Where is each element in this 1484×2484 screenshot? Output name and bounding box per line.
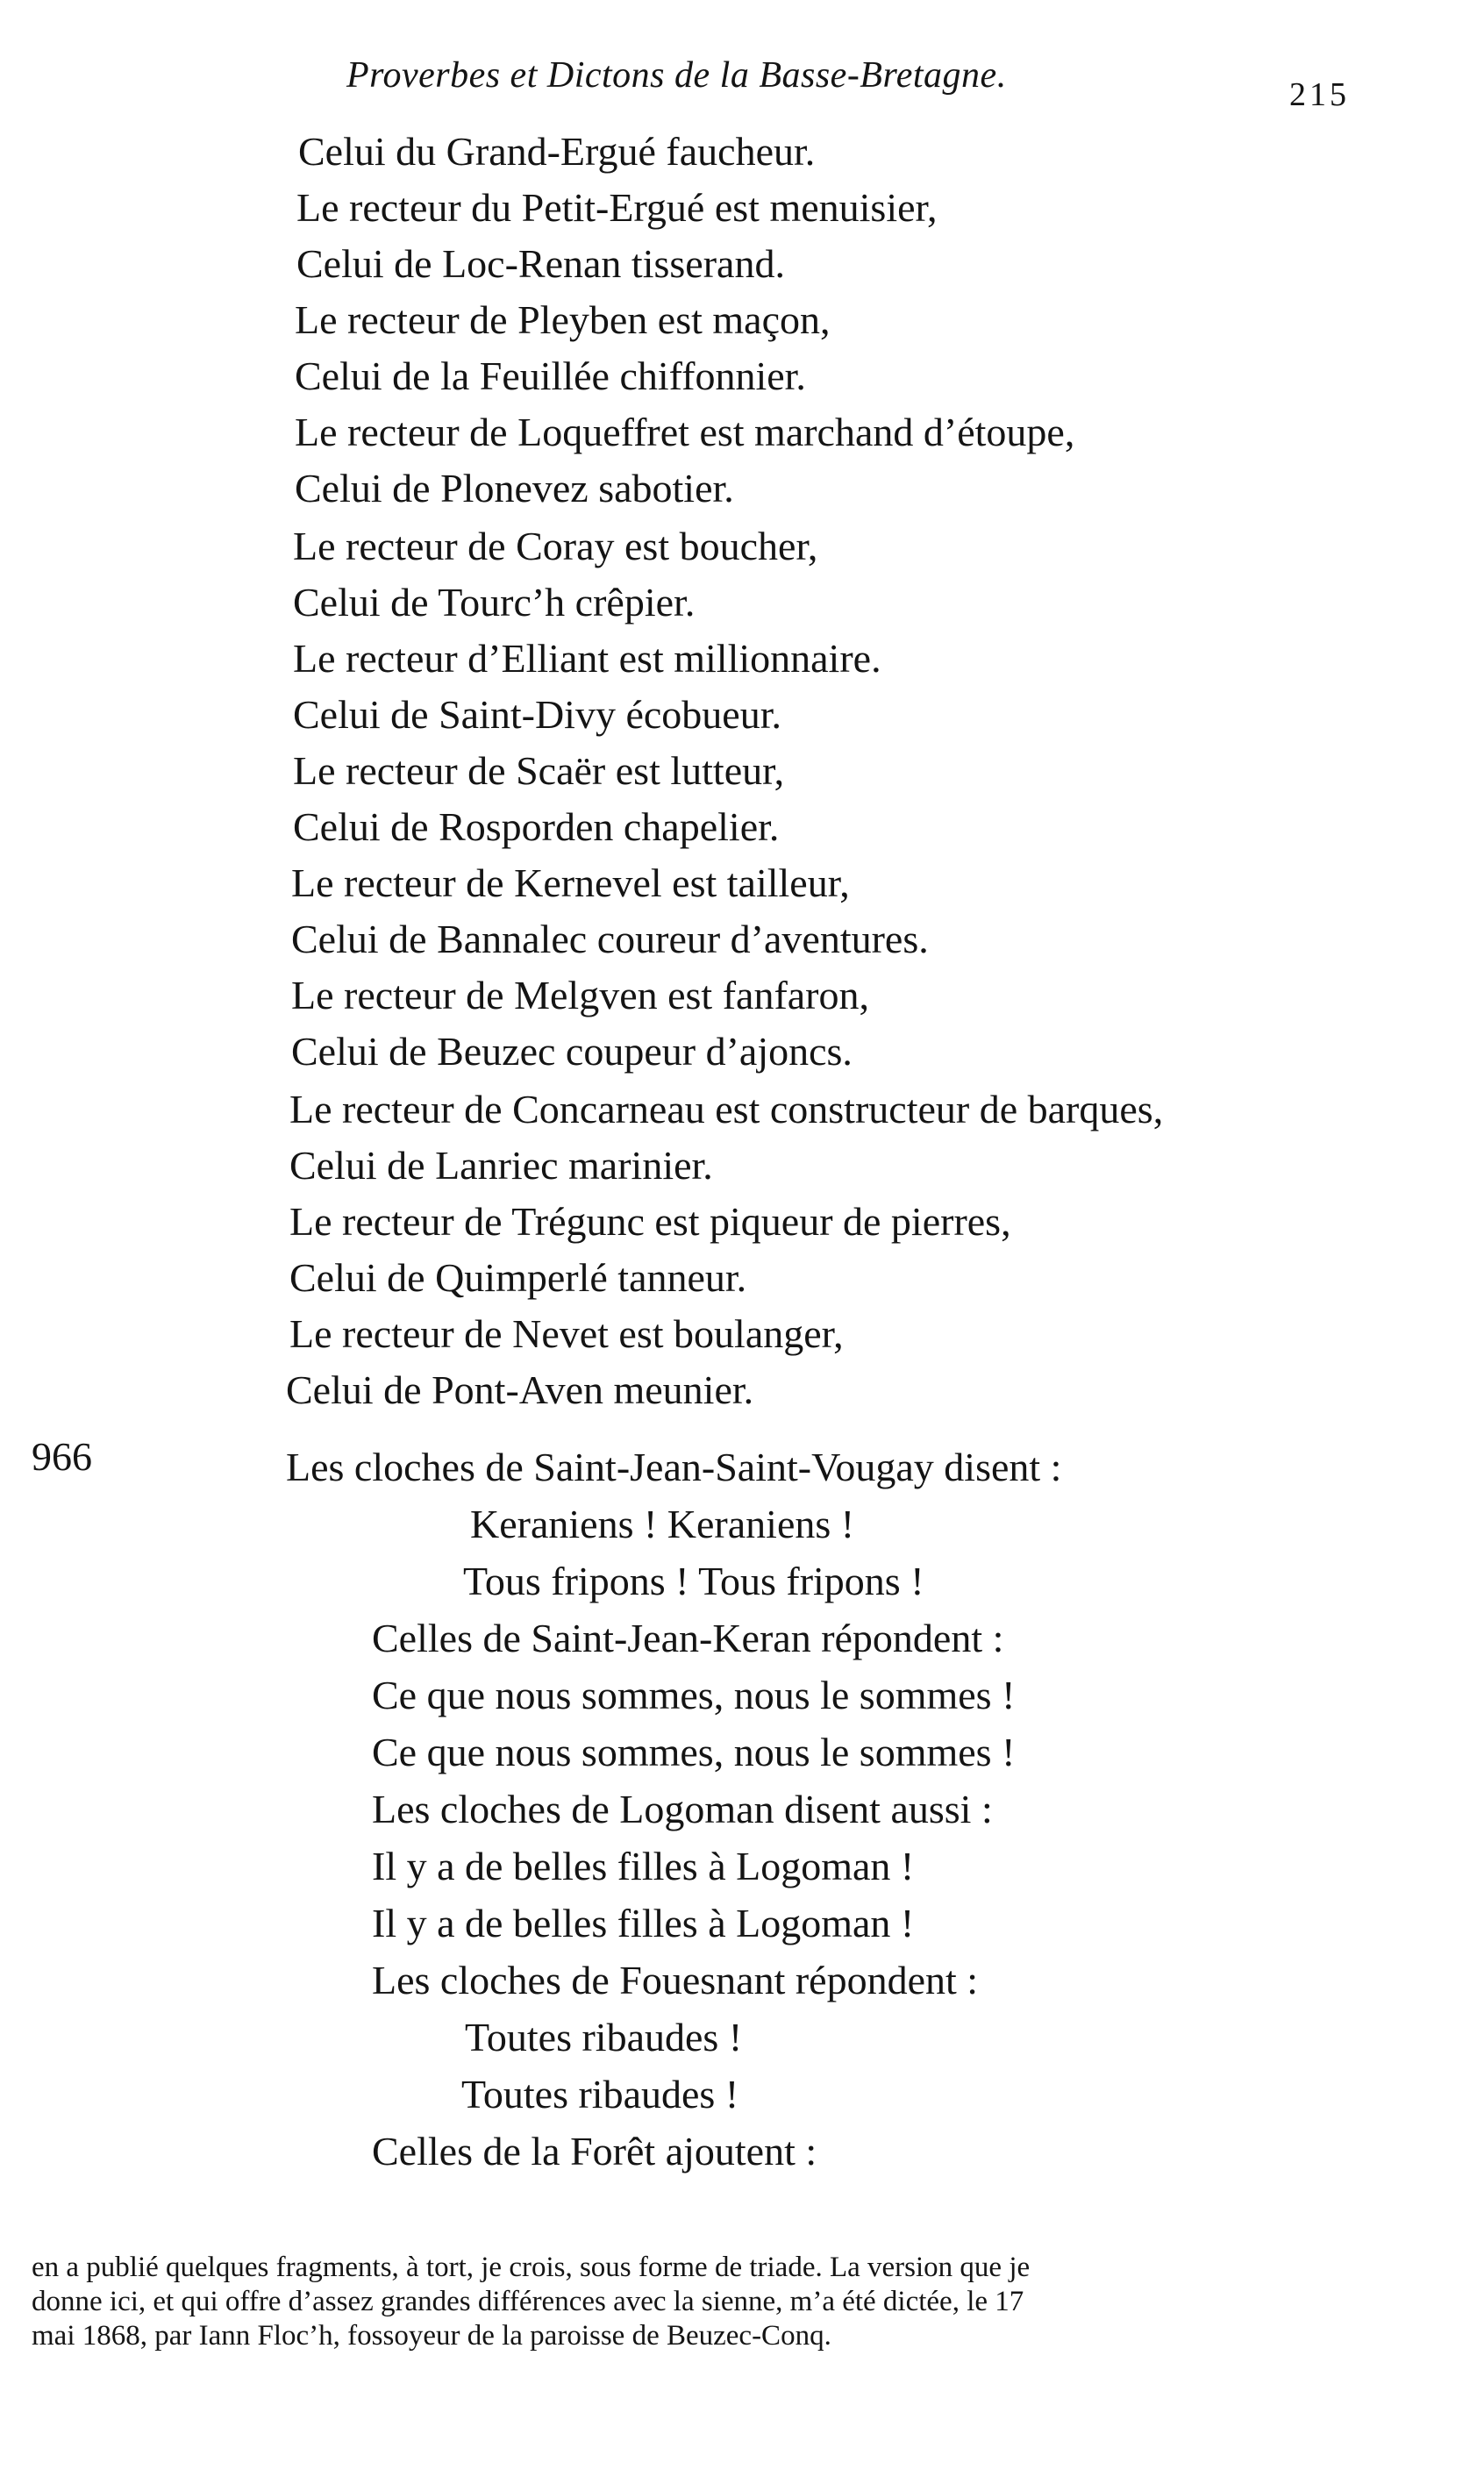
verse-line: Celui de Loc-Renan tisserand. <box>296 241 785 286</box>
verse-line: Le recteur de Scaër est lutteur, <box>293 748 785 793</box>
entry-line: Ce que nous sommes, nous le sommes ! <box>372 1673 1016 1717</box>
verse-line: Celui du Grand-Ergué faucheur. <box>298 129 816 174</box>
verse-line: Celui de Bannalec coureur d’aventures. <box>291 917 929 961</box>
verse-line: Le recteur de Loqueffret est marchand d’étoupe, <box>295 410 1075 454</box>
footnote-line: mai 1868, par Iann Floc’h, fossoyeur de la paroisse de Beuzec-Conq. <box>32 2319 831 2352</box>
verse-line: Le recteur de Coray est boucher, <box>293 524 818 568</box>
entry-line: Toutes ribaudes ! <box>461 2072 739 2116</box>
entry-line: Celles de Saint-Jean-Keran répondent : <box>372 1616 1004 1660</box>
verse-line: Celui de Beuzec coupeur d’ajoncs. <box>291 1029 853 1074</box>
footnote-line: en a publié quelques fragments, à tort, je crois, sous forme de triade. La version que je <box>32 2252 1031 2283</box>
footnote <box>32 2251 1347 2353</box>
verse-line: Celui de Pont-Aven meunier. <box>286 1367 754 1412</box>
entry-number: 966 <box>32 1434 92 1479</box>
page-number: 215 <box>1289 76 1350 113</box>
verse-line: Celui de la Feuillée chiffonnier. <box>295 353 806 398</box>
verse-line: Celui de Tourc’h crêpier. <box>293 580 696 625</box>
entry-line: Les cloches de Fouesnant répondent : <box>372 1958 979 2002</box>
verse-line: Celui de Lanriec marinier. <box>289 1143 713 1188</box>
verse-line: Le recteur du Petit-Ergué est menuisier, <box>296 185 938 230</box>
entry-line: Ce que nous sommes, nous le sommes ! <box>372 1730 1016 1774</box>
verse-line: Le recteur de Trégunc est piqueur de pierres, <box>289 1199 1011 1244</box>
entry-line: Il y a de belles filles à Logoman ! <box>372 1901 915 1945</box>
entry-line: Les cloches de Logoman disent aussi : <box>372 1787 993 1831</box>
verse-line: Le recteur de Concarneau est constructeur de barques, <box>289 1087 1164 1131</box>
entry-line: Tous fripons ! Tous fripons ! <box>463 1559 924 1603</box>
entry-line: Celles de la Forêt ajoutent : <box>372 2129 817 2174</box>
verse-line: Le recteur de Pleyben est maçon, <box>295 297 831 342</box>
verse-line: Celui de Saint-Divy écobueur. <box>293 692 781 737</box>
verse-line: Le recteur de Nevet est boulanger, <box>289 1311 844 1356</box>
entry-line: Keraniens ! Keraniens ! <box>470 1502 855 1546</box>
verse-line: Le recteur d’Elliant est millionnaire. <box>293 636 881 681</box>
verse-line: Celui de Rosporden chapelier. <box>293 804 780 849</box>
verse-line: Celui de Quimperlé tanneur. <box>289 1255 747 1300</box>
entry-line: Les cloches de Saint-Jean-Saint-Vougay disent : <box>286 1445 1062 1489</box>
entry-line: Toutes ribaudes ! <box>465 2015 743 2059</box>
footnote-line: donne ici, et qui offre d’assez grandes différences avec la sienne, m’a été dictée, le 17 <box>32 2285 1024 2317</box>
verse-line: Le recteur de Melgven est fanfaron, <box>291 973 870 1017</box>
verse-line: Le recteur de Kernevel est tailleur, <box>291 860 850 905</box>
entry-line: Il y a de belles filles à Logoman ! <box>372 1844 915 1888</box>
running-title: Proverbes et Dictons de la Basse-Bretagne. <box>346 55 1007 96</box>
verse-line: Celui de Plonevez sabotier. <box>295 466 734 510</box>
